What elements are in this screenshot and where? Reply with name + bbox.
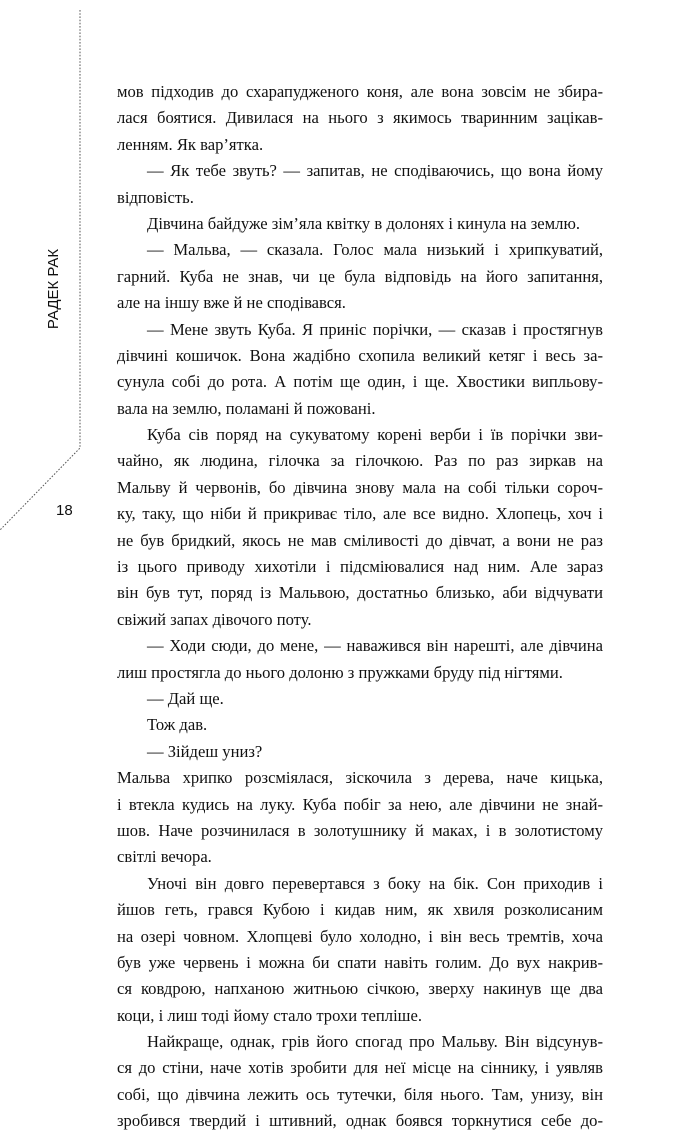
text-line: не був бридкий, якось не мав сміливості до дівчат, а вони не раз	[117, 530, 603, 550]
text-line: зробився твердий і штивний, однак боявся торкнутися себе до-	[117, 1111, 603, 1131]
running-head-text: РАДЕК РАК	[45, 248, 62, 330]
text-line: Уночі він довго перевертався з боку на бік. Сон приходив і	[147, 873, 603, 893]
text-line: шов. Наче розчинилася в золотушнику й маках, і в золотистому	[117, 820, 603, 840]
text-line: — Зійдеш униз?	[147, 741, 263, 761]
text-line: — Мене звуть Куба. Я приніс порічки, — сказав і простягнув	[147, 319, 603, 339]
text-line: вала на землю, поламані й пожовані.	[117, 398, 376, 418]
text-line: ленням. Як вар’ятка.	[117, 134, 264, 154]
text-line: собі, що дівчина лежить ось тутечки, біля нього. Там, унизу, він	[117, 1084, 603, 1104]
text-line: — Ходи сюди, до мене, — наважився він нарешті, але дівчина	[147, 636, 603, 656]
text-line: чайно, як людина, гілочка за гілочкою. Раз по раз зиркав на	[117, 451, 603, 471]
text-line: ку, таку, що ніби й прикриває тіло, але все видно. Хлопець, хоч і	[117, 504, 603, 524]
text-line: ся ковдрою, напханою житньою січкою, зверху накинув ще два	[117, 979, 603, 999]
page-number: 18	[56, 502, 73, 519]
text-line: дівчині кошичок. Вона жадібно схопила великий кетяг і весь за-	[117, 345, 603, 365]
text-line: Мальву й червонів, бо дівчина знову мала на собі тільки сороч-	[117, 477, 603, 497]
text-line: відповість.	[117, 187, 194, 207]
text-line: Мальва хрипко розсміялася, зіскочила з дерева, наче кицька,	[117, 768, 603, 788]
text-line: лася боятися. Дивилася на нього з якимось тваринним зацікав-	[117, 108, 603, 128]
text-line: гарний. Куба не знав, чи це була відповідь на його запитання,	[117, 266, 603, 286]
text-line: на озері човном. Хлопцеві було холодно, і він весь тремтів, хоча	[117, 926, 603, 946]
text-line: — Як тебе звуть? — запитав, не сподіваючись, що вона йому	[147, 161, 603, 181]
text-line: йшов геть, грався Кубою і кидав ним, як хвиля розколисаним	[117, 900, 603, 920]
text-line: свіжий запах дівочого поту.	[117, 609, 312, 629]
text-line: — Дай ще.	[147, 688, 224, 708]
text-line: лиш простягла до нього долоню з пружками бруду під нігтями.	[117, 662, 563, 682]
text-line: Дівчина байдуже зім’яла квітку в долонях і кинула на землю.	[147, 213, 580, 233]
text-line: ся до стіни, наче хотів зробити для неї місце на сіннику, і уявляв	[117, 1058, 603, 1078]
text-line: він був тут, поряд із Мальвою, достатньо близько, аби відчувати	[117, 583, 603, 603]
text-line: мов підходив до схарапудженого коня, але вона зовсім не збира-	[117, 82, 603, 101]
body-text	[117, 79, 603, 1135]
text-line: коци, і лиш тоді йому стало трохи тепліше.	[117, 1005, 422, 1025]
text-line: і втекла кудись на луку. Куба побіг за нею, але дівчини не знай-	[117, 794, 603, 814]
text-line: із цього приводу хихотіли і підсміювалися над ним. Але зараз	[117, 557, 603, 577]
text-line: Найкраще, однак, грів його спогад про Мальву. Він відсунув-	[147, 1032, 603, 1052]
text-line: Тож дав.	[147, 715, 208, 735]
text-line: — Мальва, — сказала. Голос мала низький і хрипкуватий,	[147, 240, 603, 260]
text-line: але на іншу вже й не сподівався.	[117, 293, 346, 313]
running-head	[44, 244, 64, 334]
text-line: був уже червень і можна би спати навіть голим. До вух накрив-	[117, 952, 603, 972]
text-line: світлі вечора.	[117, 847, 212, 867]
text-line: Куба сів поряд на сукуватому корені верби і їв порічки зви-	[147, 425, 603, 445]
text-line: сунула собі до рота. А потім ще один, і ще. Хвостики випльову-	[117, 372, 603, 392]
